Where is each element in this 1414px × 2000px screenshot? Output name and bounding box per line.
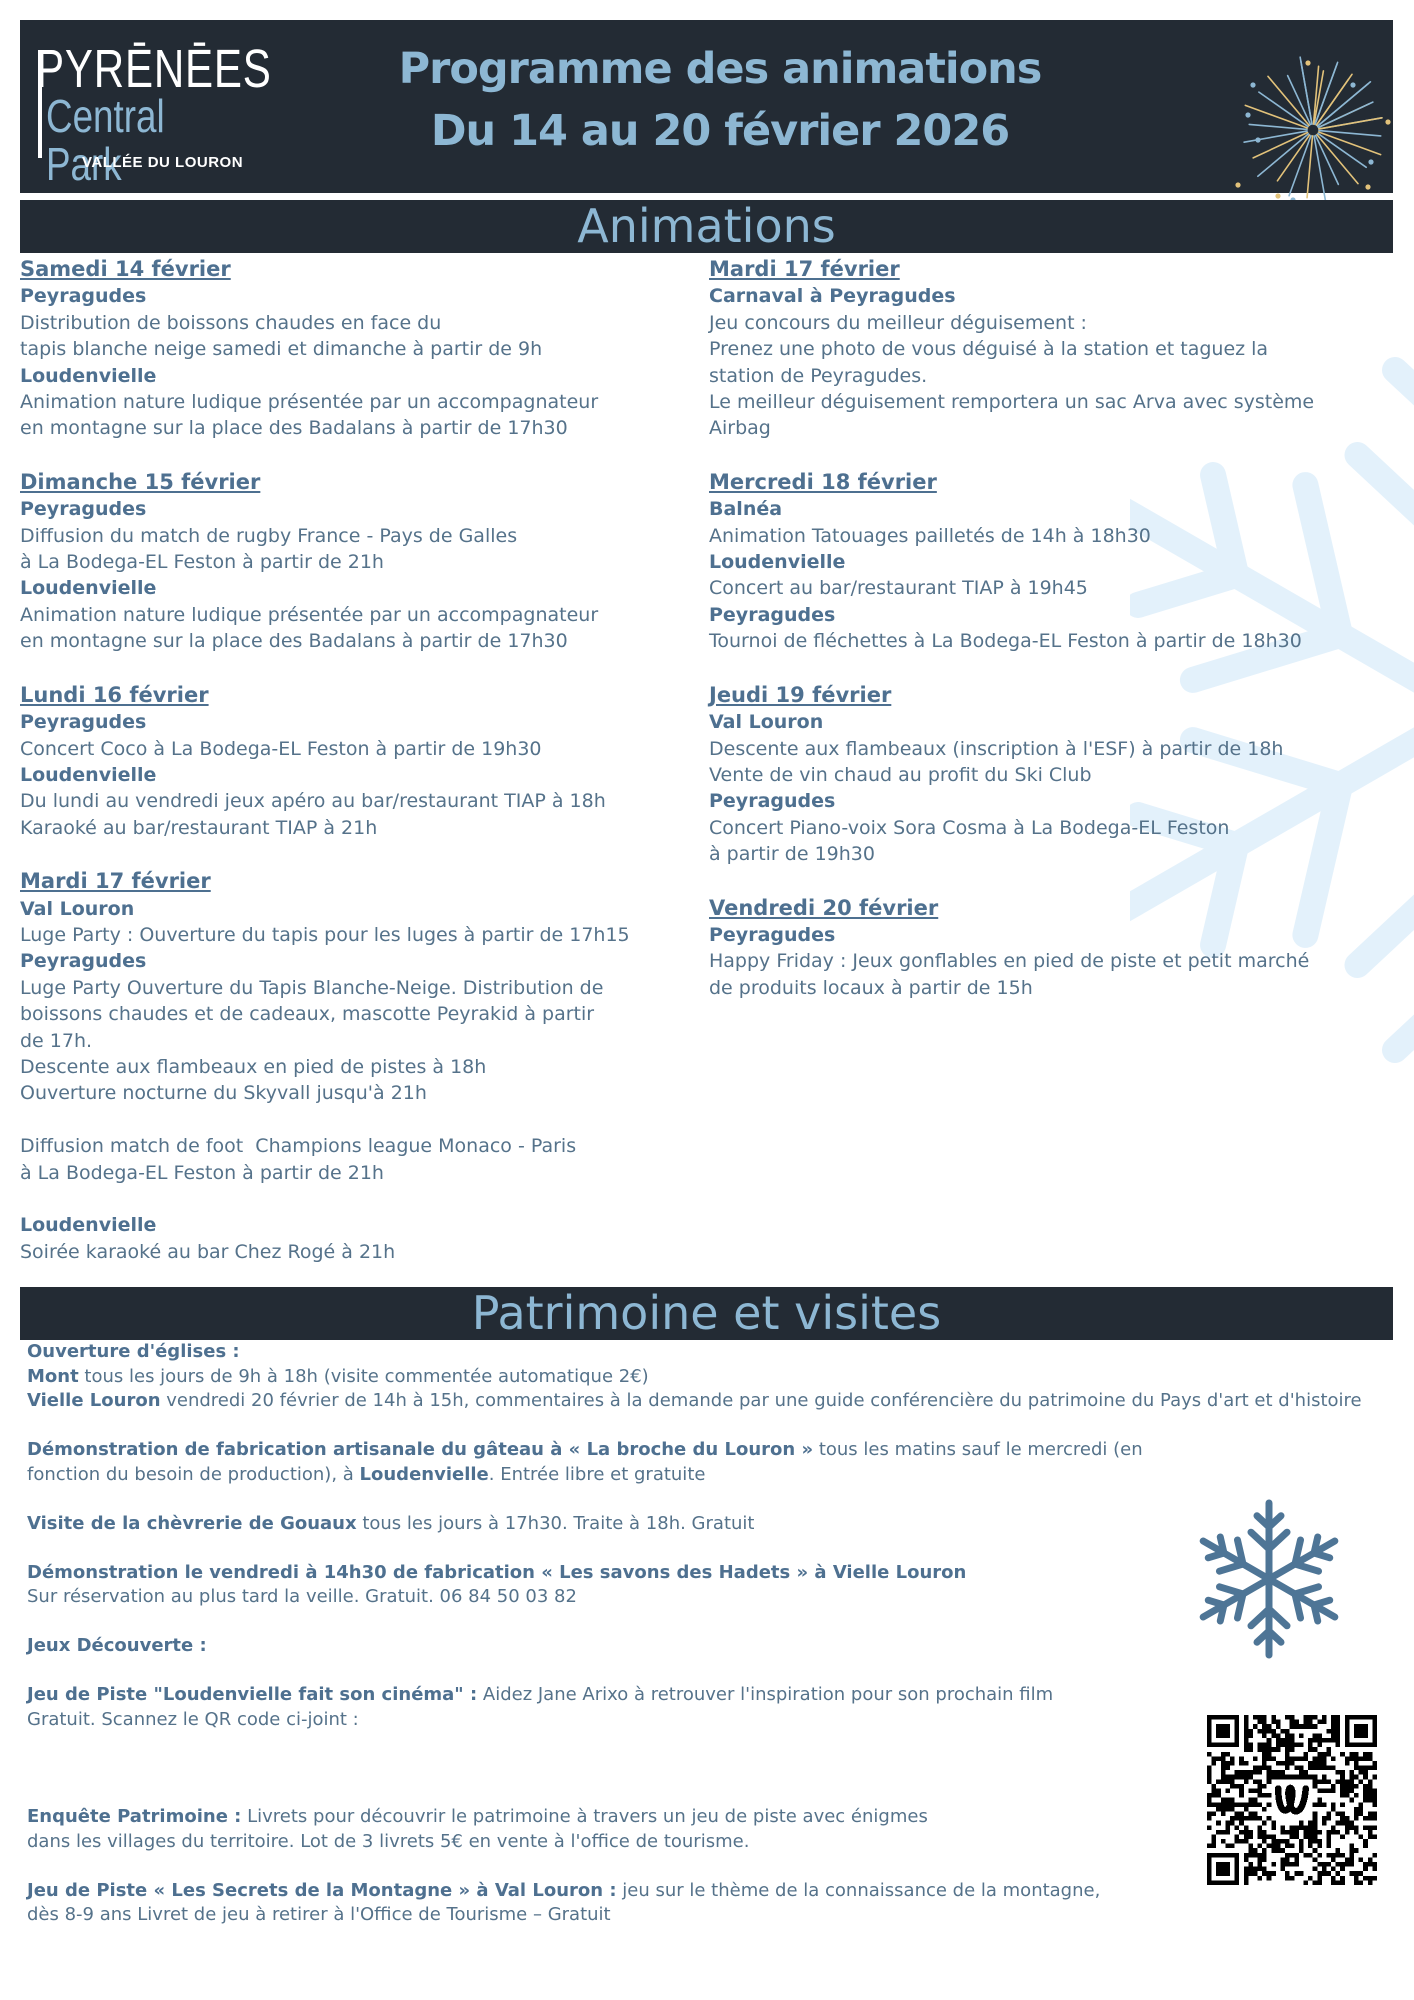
savons-block [27, 1561, 1197, 1610]
event-line: à La Bodega-EL Feston à partir de 21h [20, 551, 384, 574]
day-block [20, 468, 690, 655]
venue-name: Peyragudes [20, 950, 147, 973]
gateau-block [27, 1438, 1197, 1487]
enquete-heading: Enquête Patrimoine : [27, 1806, 242, 1827]
snowflake-icon [1198, 1490, 1340, 1668]
venue-name: Peyragudes [709, 790, 836, 813]
cinema-heading: Jeu de Piste "Loudenvielle fait son cinéma" : [27, 1684, 478, 1705]
venue-name: Loudenvielle [20, 763, 157, 786]
event-line: Concert au bar/restaurant TIAP à 19h45 [709, 577, 1088, 600]
secrets-heading: Jeu de Piste « Les Secrets de la Montagne » à Val Louron : [27, 1879, 617, 1901]
venue-name: Peyragudes [709, 923, 836, 946]
event-line: de 17h. [20, 1029, 93, 1052]
jeux-decouverte-block [27, 1634, 1197, 1659]
event-line: Jeu concours du meilleur déguisement : [709, 311, 1087, 334]
savons-text: Sur réservation au plus tard la veille. Gratuit. 06 84 50 03 82 [27, 1586, 577, 1607]
day-title: Mardi 17 février [20, 869, 211, 894]
header-banner [20, 20, 1393, 193]
patrimoine-section-header: Patrimoine et visites [20, 1287, 1393, 1340]
eglises-block [27, 1340, 1362, 1414]
venue-name: Loudenvielle [709, 551, 846, 574]
event-line: Karaoké au bar/restaurant TIAP à 21h [20, 816, 378, 839]
mont-label: Mont [27, 1365, 79, 1387]
event-line: Ouverture nocturne du Skyvall jusqu'à 21h [20, 1082, 427, 1105]
day-block [20, 255, 690, 442]
event-line: Vente de vin chaud au profit du Ski Club [709, 763, 1092, 786]
day-block [709, 255, 1399, 442]
gateau-text-2: . Entrée libre et gratuite [488, 1463, 706, 1485]
day-block [709, 468, 1399, 655]
logo-line-2: Central Park [46, 90, 165, 190]
event-line: en montagne sur la place des Badalans à partir de 17h30 [20, 630, 568, 653]
event-line: Happy Friday : Jeux gonflables en pied de piste et petit marché [709, 950, 1310, 973]
day-title: Vendredi 20 février [709, 895, 939, 920]
chevrerie-text: tous les jours à 17h30. Traite à 18h. Gratuit [356, 1512, 755, 1534]
day-title: Samedi 14 février [20, 257, 231, 281]
venue-name: Val Louron [20, 897, 135, 920]
venue-name: Peyragudes [20, 498, 147, 521]
day-block [709, 681, 1399, 868]
event-line: à partir de 19h30 [709, 843, 875, 866]
event-line: Diffusion du match de rugby France - Pays de Galles [20, 524, 518, 547]
gateau-text: tous les matins sauf le mercredi (en fonction du besoin de production), à [27, 1439, 1143, 1485]
vielle-louron-label: Vielle Louron [27, 1390, 161, 1411]
event-line: Animation nature ludique présentée par un accompagnateur [20, 391, 599, 414]
event-line: boissons chaudes et de cadeaux, mascotte Peyrakid à partir [20, 1003, 595, 1026]
event-line: Luge Party : Ouverture du tapis pour les luges à partir de 17h15 [20, 923, 630, 946]
day-title: Mercredi 18 février [709, 469, 937, 494]
title-line-1: Programme des animations [398, 44, 1042, 94]
day-title: Mardi 17 février [709, 257, 900, 281]
event-line: Concert Coco à La Bodega-EL Feston à partir de 19h30 [20, 737, 542, 760]
day-block [20, 681, 690, 841]
venue-name: Loudenvielle [20, 364, 157, 387]
day-block [20, 867, 690, 1265]
event-line: de produits locaux à partir de 15h [709, 976, 1033, 999]
event-line: Prenez une photo de vous déguisé à la station et taguez la [709, 338, 1269, 361]
page-title [350, 38, 1090, 162]
event-line: Tournoi de fléchettes à La Bodega-EL Feston à partir de 18h30 [709, 630, 1302, 653]
chevrerie-block [27, 1512, 1197, 1537]
event-line: Descente aux flambeaux en pied de pistes à 18h [20, 1055, 487, 1078]
fireworks-icon [1232, 48, 1394, 200]
animations-right-column [709, 255, 1399, 1027]
event-line: Soirée karaoké au bar Chez Rogé à 21h [20, 1240, 396, 1263]
event-line: Animation Tatouages pailletés de 14h à 18h30 [709, 524, 1151, 547]
event-line: Du lundi au vendredi jeux apéro au bar/restaurant TIAP à 18h [20, 790, 606, 813]
event-line: Luge Party Ouverture du Tapis Blanche-Neige. Distribution de [20, 976, 604, 999]
event-line: Descente aux flambeaux (inscription à l'ESF) à partir de 18h [709, 737, 1284, 760]
event-line: tapis blanche neige samedi et dimanche à partir de 9h [20, 338, 543, 361]
venue-name: Val Louron [709, 711, 824, 734]
secrets-text-2: dès 8-9 ans Livret de jeu à retirer à l'Office de Tourisme – Gratuit [27, 1904, 611, 1925]
enquete-text-2: dans les villages du territoire. Lot de 3 livrets 5€ en vente à l'office de tourisme. [27, 1830, 750, 1852]
venue-name: Loudenvielle [20, 577, 157, 600]
logo-line-1: PYRĒNĒES [36, 39, 272, 99]
event-line [20, 1107, 690, 1133]
gateau-heading: Démonstration de fabrication artisanale du gâteau à « La broche du Louron » [27, 1439, 814, 1460]
event-line: Airbag [709, 417, 771, 440]
cinema-block [27, 1683, 1197, 1732]
venue-name: Peyragudes [709, 603, 836, 626]
qr-code-icon[interactable] [1203, 1715, 1381, 1885]
secrets-text: jeu sur le thème de la connaissance de la montagne, [616, 1879, 1101, 1901]
day-title: Jeudi 19 février [709, 682, 892, 707]
pyrenees-central-park-logo [36, 39, 276, 190]
day-title: Dimanche 15 février [20, 469, 261, 494]
cinema-text-2: Gratuit. Scannez le QR code ci-joint : [27, 1708, 359, 1730]
day-block [709, 894, 1399, 1002]
venue-name: Peyragudes [20, 285, 147, 308]
patrimoine-content [27, 1340, 1362, 1952]
vielle-louron-text: vendredi 20 février de 14h à 15h, commentaires à la demande par une guide conférencière du patrimoine du Pays d'art et d'histoire [160, 1390, 1362, 1411]
day-title: Lundi 16 février [20, 682, 209, 707]
event-line: Diffusion match de foot Champions league Monaco - Paris [20, 1135, 577, 1158]
logo-line-3: VALLÉE DU LOURON [82, 154, 244, 171]
mont-text: tous les jours de 9h à 18h (visite commentée automatique 2€) [78, 1365, 649, 1387]
event-line: en montagne sur la place des Badalans à partir de 17h30 [20, 417, 568, 440]
event-line: Distribution de boissons chaudes en face du [20, 311, 442, 334]
event-line: Le meilleur déguisement remportera un sac Arva avec système [709, 391, 1315, 414]
savons-heading: Démonstration le vendredi à 14h30 de fabrication « Les savons des Hadets » à Vielle Louron [27, 1561, 967, 1583]
jeux-decouverte-heading: Jeux Découverte : [27, 1635, 207, 1656]
venue-name: Peyragudes [20, 711, 147, 734]
event-line [20, 1186, 690, 1212]
event-line: à La Bodega-EL Feston à partir de 21h [20, 1161, 384, 1184]
event-line: station de Peyragudes. [709, 364, 928, 387]
venue-name: Balnéa [709, 498, 783, 521]
chevrerie-heading: Visite de la chèvrerie de Gouaux [27, 1512, 357, 1534]
eglises-heading: Ouverture d'églises : [27, 1341, 240, 1362]
gateau-location: Loudenvielle [359, 1463, 489, 1485]
animations-left-column [20, 255, 690, 1291]
venue-name: Loudenvielle [20, 1214, 157, 1237]
animations-section-header: Animations [20, 200, 1393, 253]
event-line: Concert Piano-voix Sora Cosma à La Bodega-EL Feston [709, 816, 1230, 839]
title-line-2: Du 14 au 20 février 2026 [430, 106, 1010, 156]
cinema-text: Aidez Jane Arixo à retrouver l'inspiration pour son prochain film [477, 1684, 1054, 1705]
venue-name: Carnaval à Peyragudes [709, 285, 956, 308]
event-line: Animation nature ludique présentée par un accompagnateur [20, 603, 599, 626]
enquete-text: Livrets pour découvrir le patrimoine à travers un jeu de piste avec énigmes [241, 1806, 928, 1827]
secrets-block [27, 1879, 1197, 1928]
enquete-block [27, 1805, 1197, 1854]
